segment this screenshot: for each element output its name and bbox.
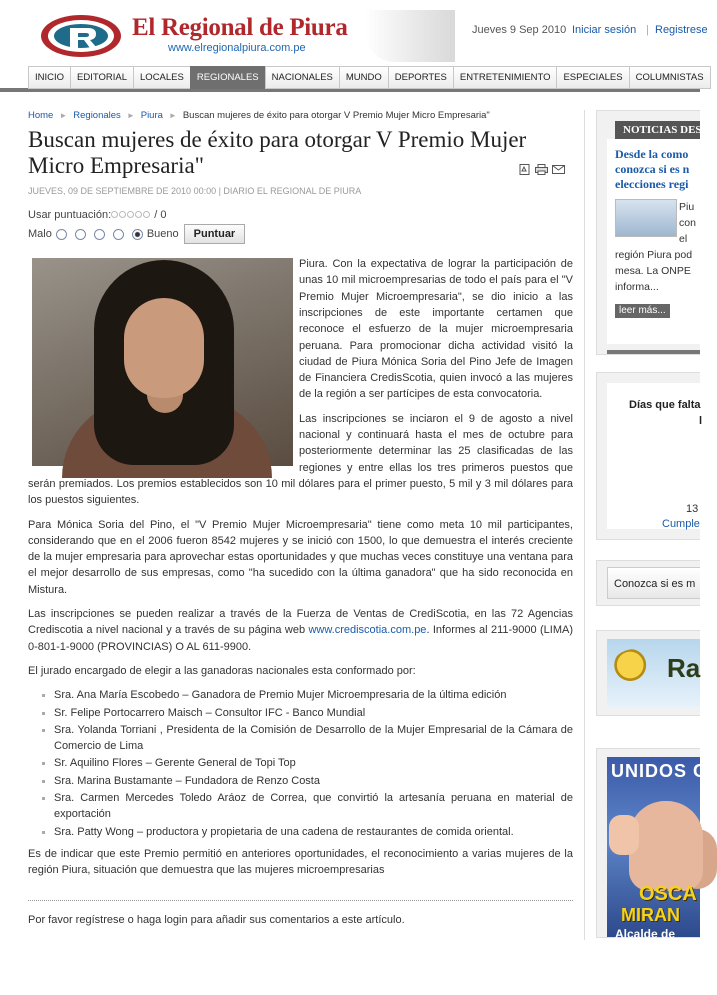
article-meta: JUEVES, 09 DE SEPTIEMBRE DE 2010 00:00 | DIARIO EL REGIONAL DE PIURA (28, 186, 362, 196)
comment-note: Por favor regístrese o haga login para añadir sus comentarios a este artículo. (28, 914, 405, 927)
breadcrumb-home[interactable]: Home (28, 110, 54, 121)
print-icon[interactable] (535, 164, 548, 175)
countdown-link[interactable]: Cumple (662, 518, 700, 530)
sidebar-divider (584, 110, 585, 940)
news-box (596, 110, 700, 355)
article-photo (32, 258, 293, 466)
logo-icon[interactable] (40, 14, 122, 58)
nav-item-mundo[interactable]: MUNDO (339, 66, 388, 89)
nav-item-entretenimiento[interactable]: ENTRETENIMIENTO (453, 66, 557, 89)
site-header (0, 0, 708, 66)
excerpt-line: informa... (615, 281, 659, 293)
login-link[interactable]: Iniciar sesión (572, 24, 637, 36)
list-item: Sra. Patty Wong – productora y propietaria de una cadena de restaurantes de comida oriental. (42, 824, 573, 840)
article-title: Buscan mujeres de éxito para otorgar V Premio Mujer Micro Empresaria" (28, 127, 527, 178)
article-paragraph: Las inscripciones se inciaron el 9 de agosto a nivel nacional y continuará hasta el mes de octubre para posteriormente determinar las 25 clasificadas de las regiones y entre ellas los tres primeros puestos que serán premiados. Los premios establecidos son 10 mil dólares para el primer puesto, 5 mil y 3 mil dólares para los puestos siguientes. (28, 412, 573, 507)
rate-high-label: Bueno (146, 228, 179, 241)
star-rating-icon (111, 209, 151, 221)
rating-count: / 0 (154, 209, 167, 221)
list-item: Sr. Aquilino Flores – Gerente General de Topi Top (42, 755, 573, 771)
article-paragraph: Para Mónica Soria del Pino, el "V Premio Mujer Microempresaria" tiene como meta 10 mil participantes, considerando que en el 2006 fueron 8542 mujeres y se inició con 1500, lo que demuestra el interés creciente de la mujer empresaria para aprovechar estas oportunidades y que muchas veces constituye una ventana para el mejor desarrollo de sus empresas, como "ha sucedido con la última ganadora" que ha sido reconocida en Mistura. (28, 518, 573, 596)
excerpt-line: el (679, 233, 688, 245)
nav-item-regionales[interactable]: REGIONALES (190, 66, 265, 89)
article-paragraph (28, 606, 573, 655)
news-box-header: NOTICIAS DES (615, 121, 700, 139)
news-headline[interactable] (615, 147, 700, 192)
paragraph-text: Las inscripciones se pueden realizar a través de la Fuerza de Ventas de CrediScotia, en las 72 Agencias Crediscotia a nivel nacional y a través de su página web (28, 608, 573, 637)
nav-item-editorial[interactable]: EDITORIAL (70, 66, 133, 89)
logo-title[interactable]: El Regional de Piura (132, 14, 348, 41)
ad-hand-image (609, 815, 639, 855)
breadcrumb (28, 110, 573, 124)
rate-radio-5[interactable] (132, 229, 143, 240)
nav-item-columnistas[interactable]: COLUMNISTAS (629, 66, 711, 89)
excerpt-line: región Piura pod (615, 249, 693, 261)
breadcrumb-regionales[interactable]: Regionales (73, 110, 121, 121)
rate-radio-4[interactable] (113, 229, 124, 240)
countdown-title: Días que falta (629, 399, 701, 411)
campaign-ad[interactable] (607, 757, 708, 941)
list-item: Sra. Carmen Mercedes Toledo Aráoz de Correa, que convirtió la artesanía peruana en material de exportación (42, 790, 573, 823)
news-box-body (607, 139, 700, 344)
rate-button[interactable]: Puntuar (184, 224, 246, 244)
rating-label: Usar puntuación: (28, 209, 112, 221)
rating-summary (28, 209, 573, 221)
ad-headline: UNIDOS C (611, 761, 708, 781)
nav-item-locales[interactable]: LOCALES (133, 66, 190, 89)
headline-line[interactable]: elecciones regi (615, 177, 689, 191)
countdown-letter: l (699, 415, 703, 427)
countdown-body (607, 383, 703, 530)
radio-banner-text[interactable]: Ra (667, 653, 701, 683)
chevron-right-icon: ► (168, 111, 177, 120)
rate-radio-3[interactable] (94, 229, 105, 240)
pdf-icon[interactable] (518, 164, 531, 175)
list-item: Sra. Marina Bustamante – Fundadora de Renzo Costa (42, 773, 573, 789)
article-body (28, 256, 573, 878)
read-more-button[interactable]: leer más... (615, 304, 670, 318)
rating-form (28, 224, 573, 244)
ad-name-first: OSCA (639, 883, 697, 905)
jury-list (42, 687, 573, 840)
article-tools (518, 164, 565, 175)
rate-radio-2[interactable] (75, 229, 86, 240)
main-content (28, 110, 573, 926)
conozca-text[interactable]: Conozca si es m (614, 578, 696, 590)
nav-item-especiales[interactable]: ESPECIALES (556, 66, 628, 89)
list-item: Sra. Ana María Escobedo – Ganadora de Premio Mujer Microempresaria de la última edición (42, 687, 573, 703)
radio-box (596, 630, 700, 716)
chevron-right-icon: ► (126, 111, 135, 120)
article-paragraph: Piura. Con la expectativa de lograr la participación de unas 10 mil microempresarias de todo el país para el "V Premio Mujer Microempresaria", se dio inicio a las inscripciones de este importante certamen que reconoce el esfuerzo de la mujer microempresaria peruana. Para promocionar dicha actividad visitó la ciudad de Piura Mónica Soria del Pino Jefe de Imagen de Financiera CredisScotia, quien invocó a las mujeres de la región a ser partícipes de esta convocatoria. (299, 258, 573, 401)
ad-candidate-image (629, 801, 703, 891)
excerpt-line: con (679, 217, 696, 229)
header-date: Jueves 9 Sep 2010 (472, 24, 567, 36)
crediscotia-link[interactable]: www.crediscotia.com.pe (308, 624, 427, 637)
breadcrumb-current: Buscan mujeres de éxito para otorgar V Premio Mujer Micro Empresaria" (182, 110, 490, 121)
headline-line[interactable]: conozca si es n (615, 162, 690, 176)
news-excerpt (615, 199, 715, 295)
headline-line[interactable]: Desde la como (615, 147, 689, 161)
news-box-bar (607, 350, 700, 354)
conozca-box (596, 560, 700, 606)
radio-banner[interactable] (607, 639, 700, 707)
nav-list (28, 66, 711, 89)
email-icon[interactable] (552, 164, 565, 175)
logo-url[interactable]: www.elregionalpiura.com.pe (168, 42, 306, 54)
nav-item-nacionales[interactable]: NACIONALES (265, 66, 339, 89)
campaign-ad-box (596, 748, 708, 941)
breadcrumb-piura[interactable]: Piura (140, 110, 163, 121)
header-separator: | (646, 24, 649, 36)
nav-item-inicio[interactable]: INICIO (28, 66, 70, 89)
list-item: Sr. Felipe Portocarrero Maisch – Consultor IFC - Banco Mundial (42, 705, 573, 721)
ad-name-last: MIRAN (621, 905, 680, 925)
paragraph-text: . Informes al 211-9000 (LIMA) 0-801-1-9000 (PROVINCIAS) O AL 611-9900. (28, 624, 573, 653)
rate-low-label: Malo (28, 228, 52, 241)
excerpt-line: Piu (679, 201, 695, 213)
article-paragraph: El jurado encargado de elegir a las ganadoras nacionales esta conformado por: (28, 664, 416, 677)
countdown-box (596, 372, 703, 540)
register-link[interactable]: Registrese (655, 24, 708, 36)
header-keyboard-graphic (365, 10, 455, 62)
article-paragraph: Es de indicar que este Premio permitió en anteriores oportunidades, el reconocimiento a varias mujeres de la región Piura, situación que demuestra que las mujeres microempresarias (28, 847, 573, 877)
countdown-number: 13 (686, 503, 699, 515)
radio-logo-icon (611, 649, 659, 689)
ad-role: Alcalde de (615, 927, 676, 941)
conozca-banner[interactable] (607, 567, 700, 599)
nav-item-deportes[interactable]: DEPORTES (388, 66, 453, 89)
main-nav (0, 66, 704, 92)
excerpt-line: mesa. La ONPE (615, 265, 691, 277)
list-item: Sra. Yolanda Torriani , Presidenta de la Comisión de Desarrollo de la Mujer Empresarial de la Cámara de Comercio de Lima (42, 722, 573, 755)
divider (28, 900, 573, 901)
chevron-right-icon: ► (59, 111, 68, 120)
rate-radio-1[interactable] (56, 229, 67, 240)
